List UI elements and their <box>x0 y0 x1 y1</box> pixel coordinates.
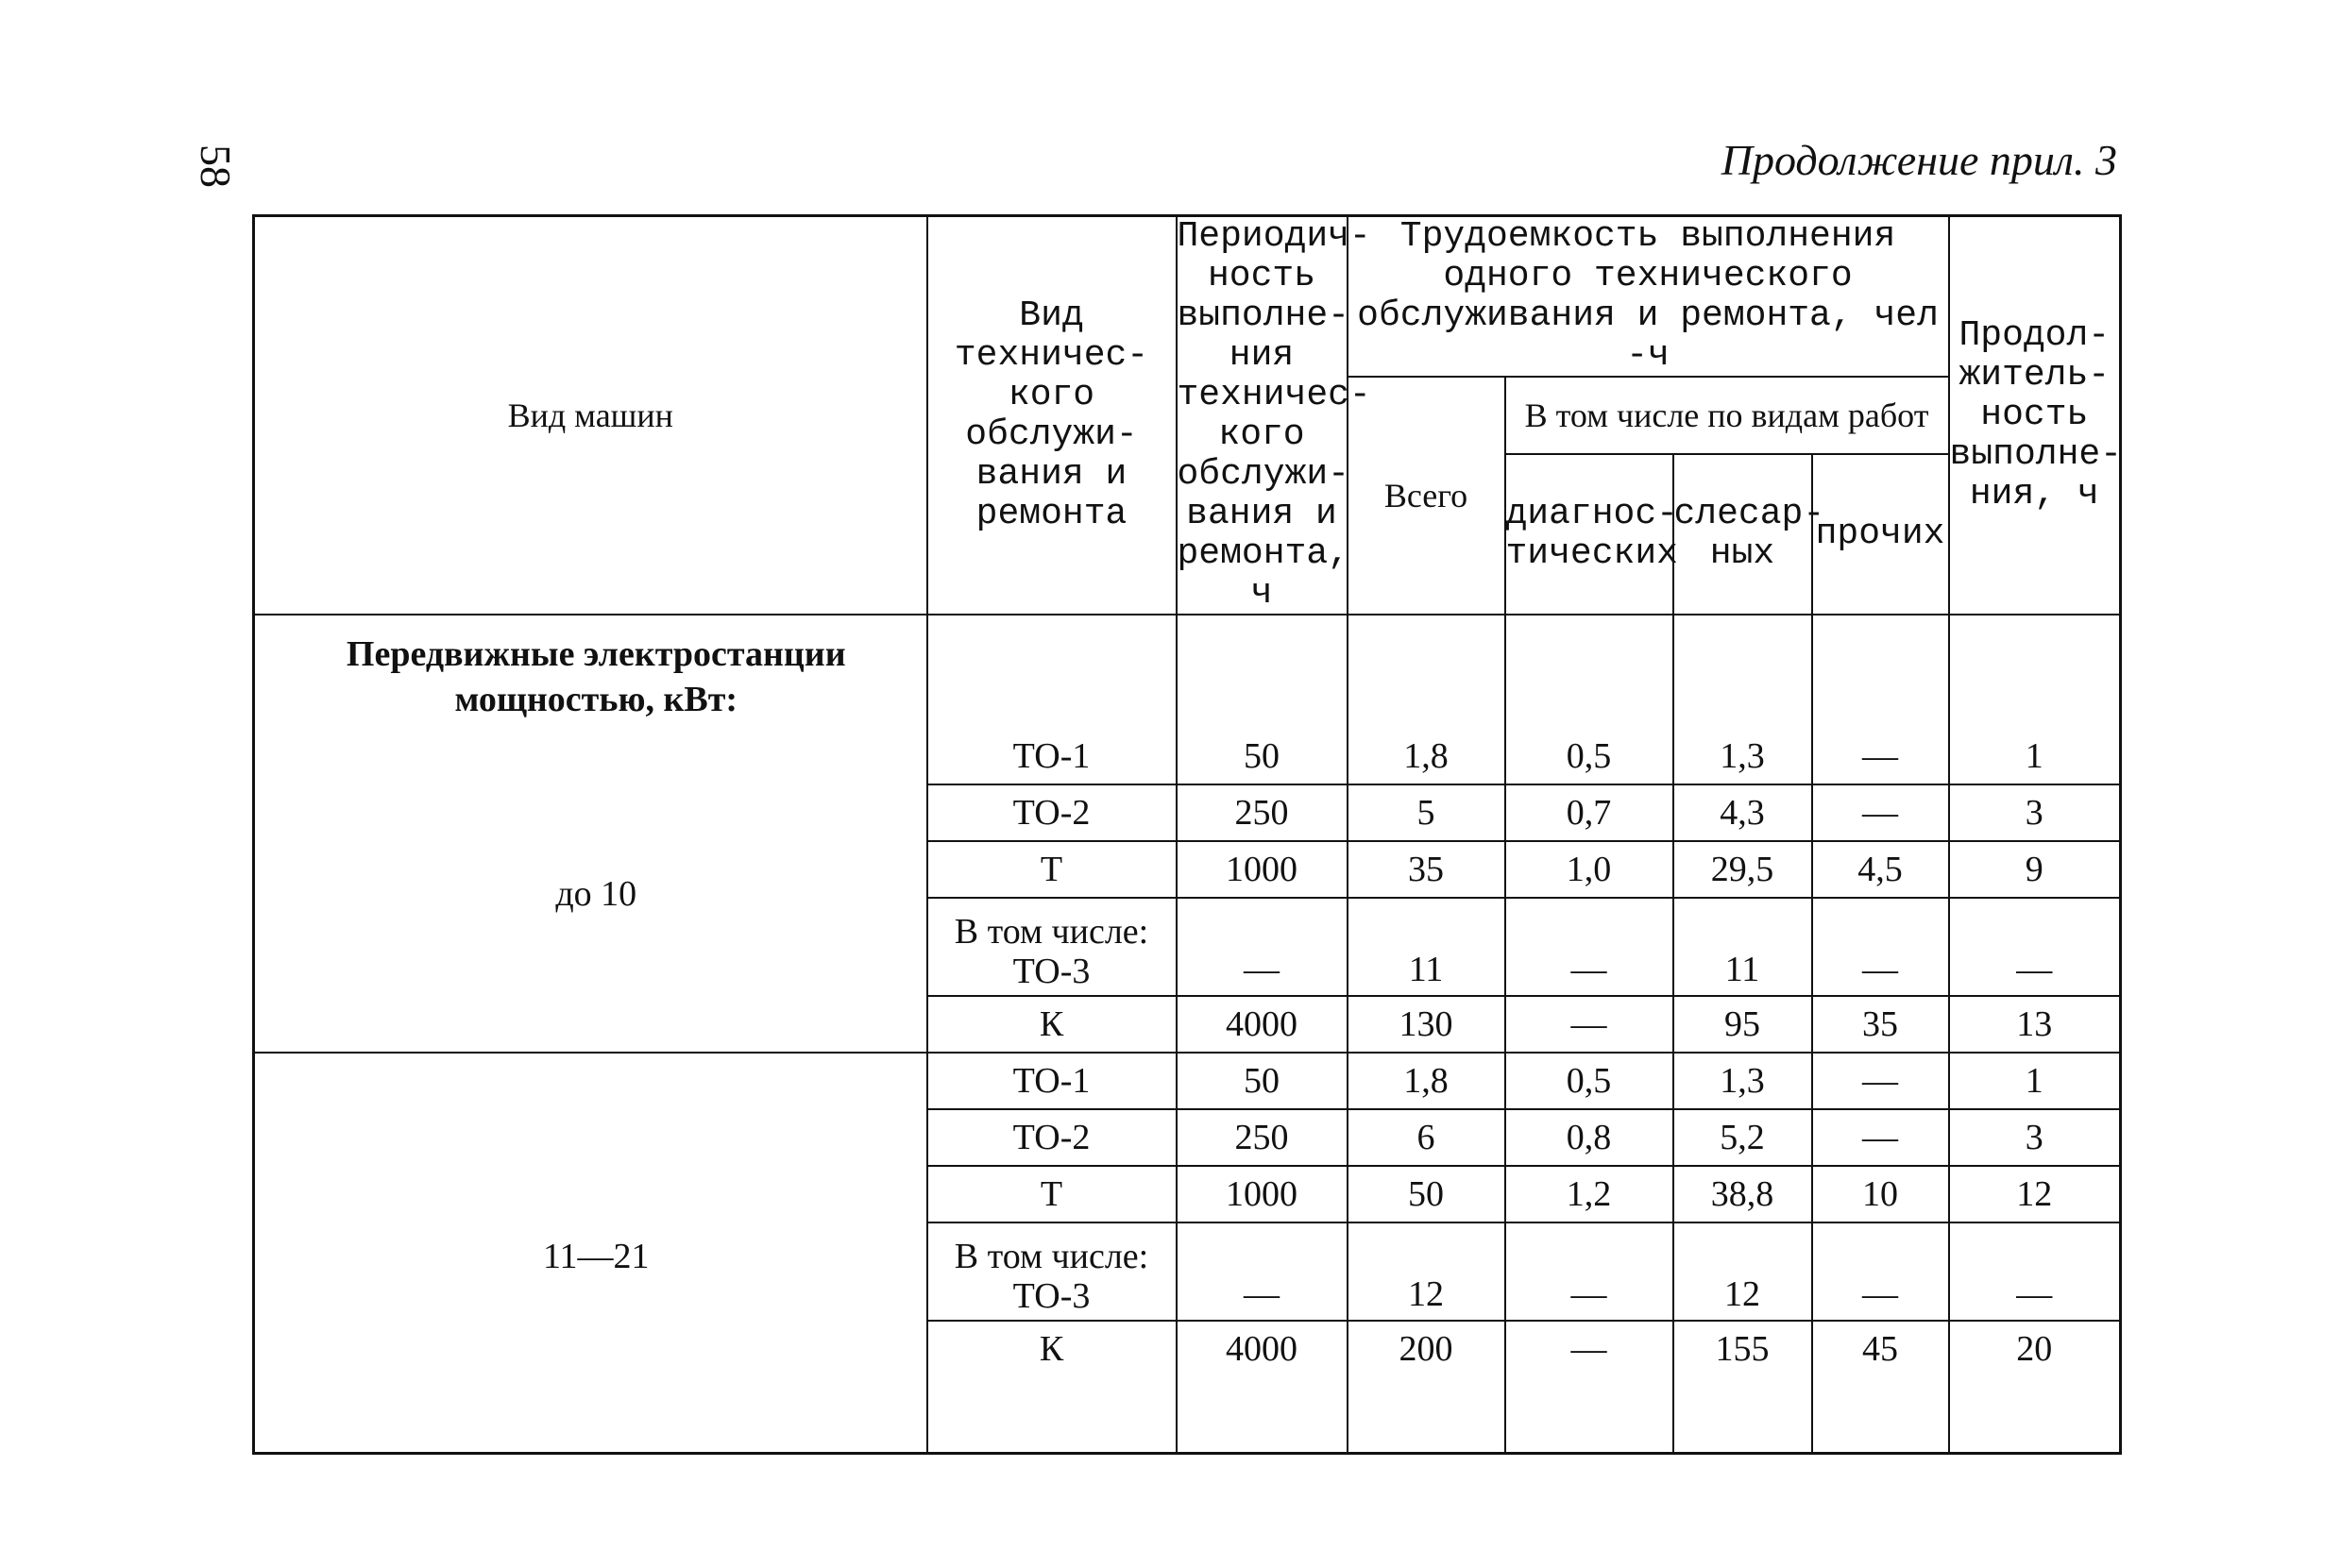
duration-cell: 1 <box>1949 1053 2121 1109</box>
section-title: Передвижные электростанции мощностью, кВт: <box>346 633 846 719</box>
spacer-cell <box>1348 615 1505 728</box>
spacer-cell <box>1673 615 1812 728</box>
total-cell: 50 <box>1348 1166 1505 1222</box>
service-type-label: К <box>1039 1329 1064 1369</box>
service-type-label: ТО-3 <box>1012 1276 1091 1316</box>
total-cell: 35 <box>1348 841 1505 898</box>
header-duration: Продол-житель-ность выполне-ния, ч <box>1949 216 2121 615</box>
service-type-label: Т <box>1040 850 1063 889</box>
total-cell: 5 <box>1348 784 1505 841</box>
periodicity-cell: 1000 <box>1177 841 1348 898</box>
total-cell: 130 <box>1348 996 1505 1053</box>
machine-cell <box>254 728 927 1053</box>
diagnostic-cell: — <box>1505 898 1673 996</box>
other-cell: — <box>1812 784 1949 841</box>
machine-label: до 10 <box>555 873 637 914</box>
diagnostic-cell: 1,0 <box>1505 841 1673 898</box>
service-type-label: ТО-3 <box>1012 952 1091 991</box>
diagnostic-cell: — <box>1505 996 1673 1053</box>
locksmith-cell: 5,2 <box>1673 1109 1812 1166</box>
service-type-label: Т <box>1040 1174 1063 1214</box>
total-cell: 1,8 <box>1348 728 1505 784</box>
header-other: прочих <box>1812 454 1949 615</box>
header-total: Всего <box>1348 377 1505 615</box>
header-diagnostic: диагнос-тических <box>1505 454 1673 615</box>
locksmith-cell: 1,3 <box>1673 1053 1812 1109</box>
periodicity-cell: 250 <box>1177 1109 1348 1166</box>
periodicity-cell: — <box>1177 898 1348 996</box>
periodicity-cell: 1000 <box>1177 1166 1348 1222</box>
duration-cell: 20 <box>1949 1321 2121 1453</box>
service-type-prefix: В том числе: <box>954 1237 1149 1276</box>
duration-cell: — <box>1949 898 2121 996</box>
service-type-label: ТО-2 <box>1012 1118 1091 1157</box>
other-cell: 45 <box>1812 1321 1949 1453</box>
spacer-cell <box>1177 615 1348 728</box>
service-type-label: ТО-1 <box>1012 1061 1091 1101</box>
locksmith-cell: 155 <box>1673 1321 1812 1453</box>
diagnostic-cell: — <box>1505 1321 1673 1453</box>
machine-cell <box>254 1053 927 1453</box>
machine-label: 11—21 <box>542 1236 650 1276</box>
locksmith-cell: 38,8 <box>1673 1166 1812 1222</box>
total-cell: 1,8 <box>1348 1053 1505 1109</box>
service-type-prefix: В том числе: <box>954 912 1149 952</box>
page-number: 58 <box>192 144 240 188</box>
spacer-cell <box>1949 615 2121 728</box>
locksmith-cell: 4,3 <box>1673 784 1812 841</box>
diagnostic-cell: 0,8 <box>1505 1109 1673 1166</box>
service-type-cell <box>927 784 1177 841</box>
other-cell: — <box>1812 1109 1949 1166</box>
spacer-cell <box>1505 615 1673 728</box>
periodicity-cell: 4000 <box>1177 996 1348 1053</box>
service-type-label: ТО-2 <box>1012 793 1091 833</box>
locksmith-cell: 12 <box>1673 1222 1812 1321</box>
total-cell: 11 <box>1348 898 1505 996</box>
locksmith-cell: 11 <box>1673 898 1812 996</box>
other-cell: 35 <box>1812 996 1949 1053</box>
total-cell: 12 <box>1348 1222 1505 1321</box>
other-cell: — <box>1812 728 1949 784</box>
other-cell: — <box>1812 1222 1949 1321</box>
service-type-cell <box>927 1166 1177 1222</box>
service-type-cell <box>927 1109 1177 1166</box>
periodicity-cell: 4000 <box>1177 1321 1348 1453</box>
other-cell: 4,5 <box>1812 841 1949 898</box>
duration-cell: — <box>1949 1222 2121 1321</box>
duration-cell: 12 <box>1949 1166 2121 1222</box>
periodicity-cell: 50 <box>1177 728 1348 784</box>
duration-cell: 1 <box>1949 728 2121 784</box>
periodicity-cell: 250 <box>1177 784 1348 841</box>
header-periodicity: Периодич-ность выполне-ния техничес-кого обслужи-вания и ремонта, ч <box>1177 216 1371 614</box>
section-title-cell <box>254 615 927 728</box>
service-type-cell <box>927 841 1177 898</box>
header-labor-group: Трудоемкость выполнения одного технического обслуживания и ремонта, чел -ч <box>1348 216 1949 378</box>
service-type-cell <box>927 1222 1177 1321</box>
locksmith-cell: 29,5 <box>1673 841 1812 898</box>
table-row <box>254 1053 2121 1109</box>
diagnostic-cell: 1,2 <box>1505 1166 1673 1222</box>
periodicity-cell: — <box>1177 1222 1348 1321</box>
duration-cell: 3 <box>1949 784 2121 841</box>
spacer-cell <box>1812 615 1949 728</box>
duration-cell: 13 <box>1949 996 2121 1053</box>
header-service-type: Вид техничес-кого обслужи-вания и ремонта <box>927 216 1177 615</box>
total-cell: 6 <box>1348 1109 1505 1166</box>
service-type-label: К <box>1039 1004 1064 1044</box>
service-type-cell <box>927 898 1177 996</box>
maintenance-table <box>252 214 2122 1455</box>
duration-cell: 3 <box>1949 1109 2121 1166</box>
continuation-title: Продолжение прил. 3 <box>1721 136 2117 184</box>
diagnostic-cell: 0,5 <box>1505 1053 1673 1109</box>
locksmith-cell: 1,3 <box>1673 728 1812 784</box>
diagnostic-cell: 0,7 <box>1505 784 1673 841</box>
other-cell: — <box>1812 1053 1949 1109</box>
service-type-cell <box>927 728 1177 784</box>
service-type-cell <box>927 1053 1177 1109</box>
table-row <box>254 728 2121 784</box>
diagnostic-cell: 0,5 <box>1505 728 1673 784</box>
total-cell: 200 <box>1348 1321 1505 1453</box>
header-machine-type: Вид машин <box>254 216 927 615</box>
duration-cell: 9 <box>1949 841 2121 898</box>
service-type-cell <box>927 996 1177 1053</box>
other-cell: 10 <box>1812 1166 1949 1222</box>
header-by-work-group: В том числе по видам работ <box>1505 377 1949 454</box>
service-type-label: ТО-1 <box>1012 735 1091 776</box>
header-locksmith: слесар-ных <box>1673 454 1812 615</box>
periodicity-cell: 50 <box>1177 1053 1348 1109</box>
locksmith-cell: 95 <box>1673 996 1812 1053</box>
spacer-cell <box>927 615 1177 728</box>
service-type-cell <box>927 1321 1177 1453</box>
diagnostic-cell: — <box>1505 1222 1673 1321</box>
other-cell: — <box>1812 898 1949 996</box>
